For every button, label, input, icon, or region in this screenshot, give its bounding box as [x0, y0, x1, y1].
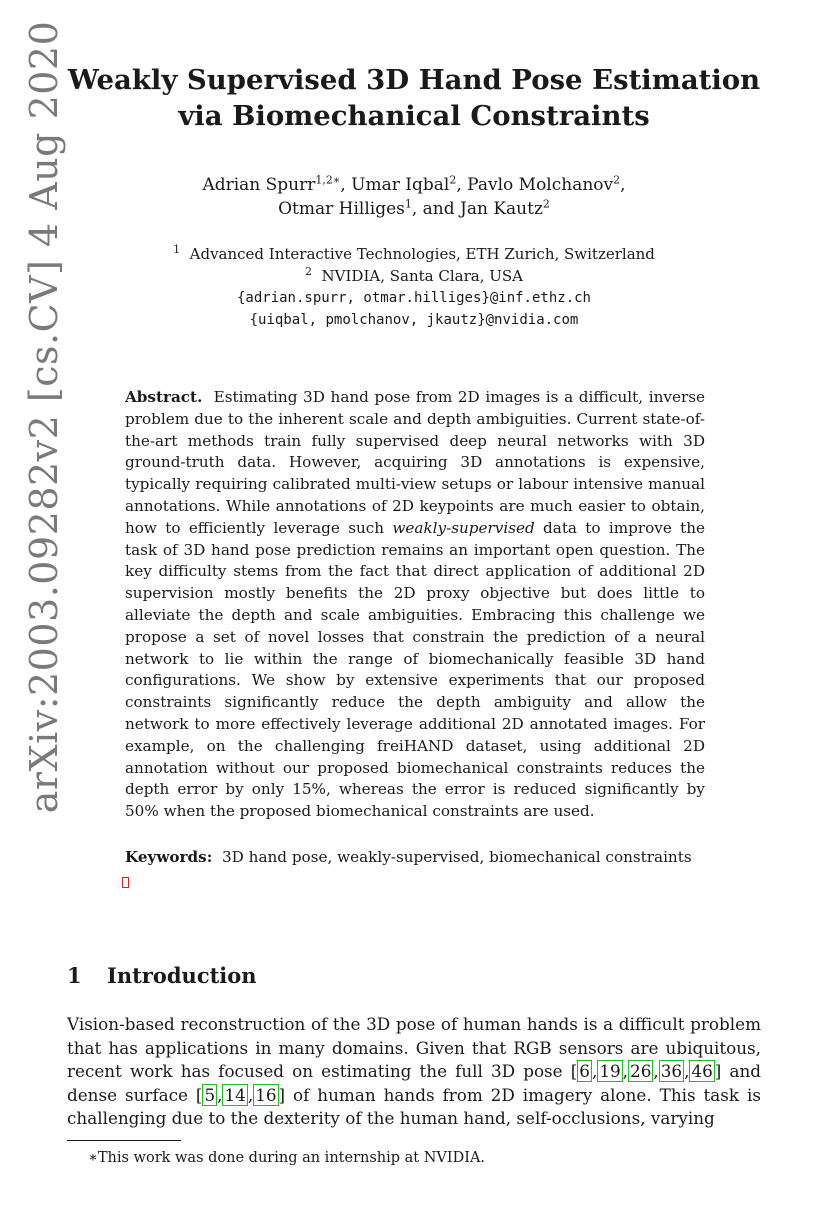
- author-name: , Umar Iqbal: [340, 175, 450, 195]
- affiliations: [0, 243, 828, 331]
- arxiv-identifier-text: arXiv:2003.09282v2 [cs.CV] 4 Aug 2020: [22, 20, 66, 814]
- intro-text-3: of human hands from 2D imagery alone. This task is challenging due to the dexterity of the human hand, self-occlusions, varying: [67, 1084, 761, 1129]
- citation-bracket: [: [195, 1084, 203, 1105]
- citation-link[interactable]: 26: [630, 1061, 652, 1082]
- citation-link[interactable]: 6: [579, 1061, 590, 1082]
- affil-mark: 1: [173, 243, 181, 256]
- affiliation-1-text: Advanced Interactive Technologies, ETH Zurich, Switzerland: [189, 245, 655, 263]
- affiliation-1: [0, 243, 828, 265]
- abstract: [125, 387, 705, 823]
- abstract-text-1: Estimating 3D hand pose from 2D images is a difficult, inverse problem due to the inherent scale and depth ambiguities. Current state-of-the-art methods train fully supervised deep neural networks with 3D ground-truth data. However, acquiring 3D annotations is expensive, typically requiring calibrated multi-view setups or labour intensive manual annotations. While annotations of 2D keypoints are much easier to obtain, how to efficiently leverage such: [125, 388, 705, 537]
- abstract-italic: weakly-supervised: [392, 518, 535, 537]
- author-affil-mark: 1,2∗: [315, 173, 341, 187]
- intro-text-2: and dense surface: [67, 1061, 762, 1105]
- citation-bracket: [: [570, 1061, 578, 1082]
- email-line-2[interactable]: {uiqbal, pmolchanov, jkautz}@nvidia.com: [249, 312, 579, 328]
- intro-paragraph: Vision-based reconstruction of the 3D pose of human hands is a difficult problem that has applications in many domains. Given that RGB sensors are ubiquitous, recent work has focused on estimating the full 3D pose [ 6 , 19 , 26 , 36 , 46 ] and dense surface [ 5 , 14 , 16 ] of human hands from 2D imagery alone. This task is challenging due to the dexterity of the human hand, self-occlusions, varying: [67, 1014, 762, 1129]
- affiliation-2-text: NVIDIA, Santa Clara, USA: [321, 267, 523, 285]
- footnote: ∗This work was done during an internship at NVIDIA.: [88, 1150, 486, 1166]
- title-line-2: via Biomechanical Constraints: [178, 100, 650, 132]
- citation-bracket: ]: [278, 1084, 286, 1105]
- email-line-1[interactable]: {adrian.spurr, otmar.hilliges}@inf.ethz.ch: [236, 290, 591, 306]
- section-number: 1: [67, 963, 82, 988]
- author-list: [0, 173, 828, 221]
- citation-link[interactable]: 36: [660, 1061, 683, 1082]
- author-name: , Pavlo Molchanov: [456, 175, 614, 195]
- keywords-text: 3D hand pose, weakly-supervised, biomechanical constraints: [222, 848, 692, 866]
- author-separator: ,: [620, 175, 626, 195]
- author-name: , and Jan Kautz: [411, 199, 543, 219]
- author-affil-mark: 2: [542, 197, 550, 211]
- author-line-2: [0, 197, 828, 221]
- abstract-label: Abstract.: [125, 388, 203, 406]
- keywords: [125, 846, 725, 868]
- link-marker-box[interactable]: [122, 877, 129, 888]
- keywords-label: Keywords:: [125, 848, 213, 866]
- section-title: Introduction: [107, 963, 257, 988]
- citation-link[interactable]: 14: [224, 1084, 246, 1105]
- affiliation-2: [0, 265, 828, 287]
- title-line-1: Weakly Supervised 3D Hand Pose Estimation: [67, 64, 761, 96]
- paper-title: [0, 62, 828, 134]
- abstract-text-2: data to improve the task of 3D hand pose prediction remains an important open question. The key difficulty stems from the fact that direct application of additional 2D supervision mostly benefits the 2D proxy objective but does little to alleviate the depth and scale ambiguities. Embracing this challenge we propose a set of novel losses that constrain the prediction of a neural network to lie within the range of biomechanically feasible 3D hand configurations. We show by extensive experiments that our proposed constraints significantly reduce the depth ambiguity and allow the network to more effectively leverage additional 2D annotated images. For example, on the challenging freiHAND dataset, using additional 2D annotation without our proposed biomechanical constraints reduces the depth error by only 15%, whereas the error is reduced significantly by 50% when the proposed biomechanical constraints are used.: [125, 518, 706, 821]
- citation-link[interactable]: 5: [204, 1084, 216, 1105]
- citation-link[interactable]: 46: [691, 1061, 713, 1082]
- author-affil-mark: 2: [613, 173, 621, 187]
- author-name: Otmar Hilliges: [278, 199, 405, 219]
- affil-mark: 2: [305, 265, 312, 278]
- author-name: Adrian Spurr: [202, 175, 316, 195]
- author-line-1: [0, 173, 828, 197]
- footnote-rule: [67, 1140, 181, 1141]
- citation-link[interactable]: 16: [255, 1084, 277, 1105]
- author-affil-mark: 1: [404, 197, 412, 211]
- section-heading: [67, 963, 257, 988]
- author-affil-mark: 2: [449, 173, 457, 187]
- intro-text-1: Vision-based reconstruction of the 3D pose of human hands is a difficult problem that has applications in many domains. Given that RGB sensors are ubiquitous, recent work has focused on estimating the full 3D pose: [67, 1014, 761, 1082]
- citation-bracket: ]: [714, 1061, 722, 1082]
- citation-link[interactable]: 19: [599, 1061, 621, 1082]
